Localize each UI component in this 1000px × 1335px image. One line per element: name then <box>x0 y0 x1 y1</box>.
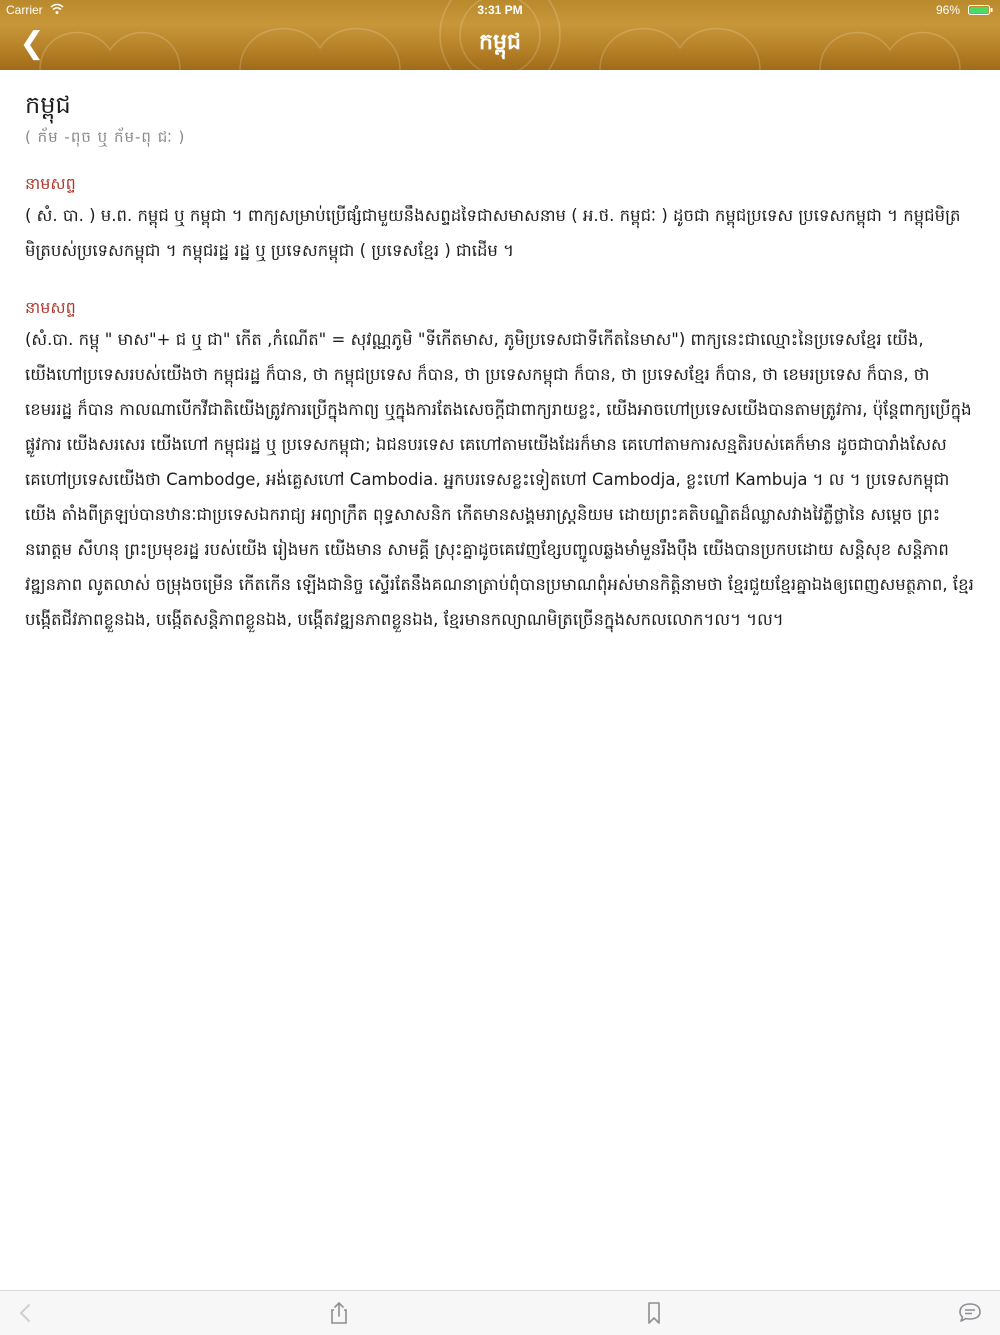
battery-percentage: 96% <box>935 3 960 17</box>
bookmark-icon <box>640 1299 668 1327</box>
definition-text: ( សំ. បា. ) ម.ព. កម្ពុជ ឬ កម្ពុជា ។ ពាក្យសម្រាប់ប្រើផ្សំជាមួយនឹងសព្ទដទៃជាសមាសនាម ( អ.ថ. កម្ពុជៈ ) ដូចជា កម្ពុជប្រទេស ប្រទេសកម្ពុជា ។ កម្ពុជមិត្រ មិត្របស់ប្រទេសកម្ពុជា ។ កម្ពុជរដ្ឋ រដ្ឋ ឬ ប្រទេសកម្ពុជា ( ប្រទេសខ្មែរ ) ជាដើម ។ <box>25 206 961 260</box>
pronunciation: ( ក័ម -ពុច ឬ ក័ម-ពុ ជៈ ) <box>25 128 186 146</box>
back-button[interactable] <box>14 26 50 62</box>
carrier-label: Carrier <box>6 3 43 17</box>
status-time: 3:31 PM <box>477 3 523 17</box>
battery-icon <box>968 5 994 15</box>
comment-icon <box>956 1299 984 1327</box>
part-of-speech: នាមសព្ទ <box>25 298 76 317</box>
navigation-bar <box>0 0 1000 70</box>
sense-block <box>25 172 980 268</box>
share-button[interactable] <box>325 1299 353 1327</box>
sense-block <box>25 296 980 637</box>
part-of-speech: នាមសព្ទ <box>25 174 76 193</box>
share-icon <box>325 1299 353 1327</box>
bookmark-button[interactable] <box>640 1299 668 1327</box>
bottom-toolbar <box>0 1290 1000 1335</box>
status-bar <box>0 0 1000 20</box>
definition-text: (សំ.បា. កម្ពុ " មាស"+ ជ ឬ ជា" កើត ,កំណើត" = សុវណ្ណភូមិ "ទីកើតមាស, ភូមិប្រទេសជាទីកើតនៃមាស") ពាក្យនេះជាឈ្មោះនៃប្រទេសខ្មែរ យើង, យើងហៅប្រទេសរបស់យើងថា កម្ពុជរដ្ឋ ក៏បាន, ថា កម្ពុជប្រទេស ក៏បាន, ថា ប្រទេសកម្ពុជា ក៏បាន, ថា ប្រទេសខ្មែរ ក៏បាន, ថា ខេមរប្រទេស ក៏បាន, ថា ខេមររដ្ឋ ក៏បាន កាលណាបើកវីជាតិយើងត្រូវការប្រើក្នុងកាព្យ ឬក្នុងការតែងសេចក្តីជាពាក្យរាយខ្លះ, យើងអាចហៅប្រទេសយើងបានតាមត្រូវការ, ប៉ុន្តែពាក្យប្រើក្នុងផ្លូវការ យើងសរសេរ យើងហៅ កម្ពុជរដ្ឋ ឬ ប្រទេសកម្ពុជា; ឯជនបរទេស គេហៅតាមយើងដែរក៏មាន គេហៅតាមការសន្មតិរបស់គេក៏មាន ដូចជាបារាំងសែស គេហៅប្រទេសយើងថា Cambodge, អង់គ្លេសហៅ Cambodia. អ្នកបរទេសខ្លះទៀតហៅ Cambodja, ខ្លះហៅ Kambuja ។ ល ។ ប្រទេសកម្ពុជាយើង តាំងពីត្រឡប់បានឋានៈជាប្រទេសឯករាជ្យ អព្យាក្រឹត ពុទ្ធសាសនិក កើតមានសង្គមរាស្ត្រនិយម ដោយព្រះគតិបណ្ឌិតដ៏ឈ្លាសវាងវៃភ្លឺថ្លានៃ សម្តេច ព្រះនរោត្តម សីហនុ ព្រះប្រមុខរដ្ឋ របស់យើង រៀងមក យើងមាន សាមគ្គី ស្រុះគ្នាដូចគេវេញខ្សែបញ្ចូលឆ្លងមាំមួនរឹងប៉ឹង យើងបានប្រកបដោយ សន្តិសុខ សន្តិភាព វឌ្ឍនភាព លូតលាស់ ចម្រុងចម្រើន កើតកើន ឡើងជានិច្ច ស្ទើរតែនឹងគណនាត្រាប់ពុំបានប្រមាណពុំអស់មានកិត្តិនាមថា ខ្មែរជួយខ្មែរគ្នាឯងឲ្យពេញសមត្ថភាព, ខ្មែរបង្កើតជីវភាពខ្លួនឯង, បង្កើតសន្តិភាពខ្លួនឯង, បង្កើតវឌ្ឍនភាពខ្លួនឯង, ខ្មែរមានកល្យាណមិត្រច្រើនក្នុងសកលលោក។ល។ ។ល។ <box>25 330 974 629</box>
comment-button[interactable] <box>956 1299 984 1327</box>
entry-content <box>25 88 980 637</box>
nav-title: កម្ពុជ <box>479 30 521 55</box>
headword: កម្ពុជ <box>25 91 71 119</box>
toolbar-back-button[interactable] <box>12 1299 40 1327</box>
chevron-left-icon: ❮ <box>19 26 45 61</box>
back-icon <box>12 1299 40 1327</box>
